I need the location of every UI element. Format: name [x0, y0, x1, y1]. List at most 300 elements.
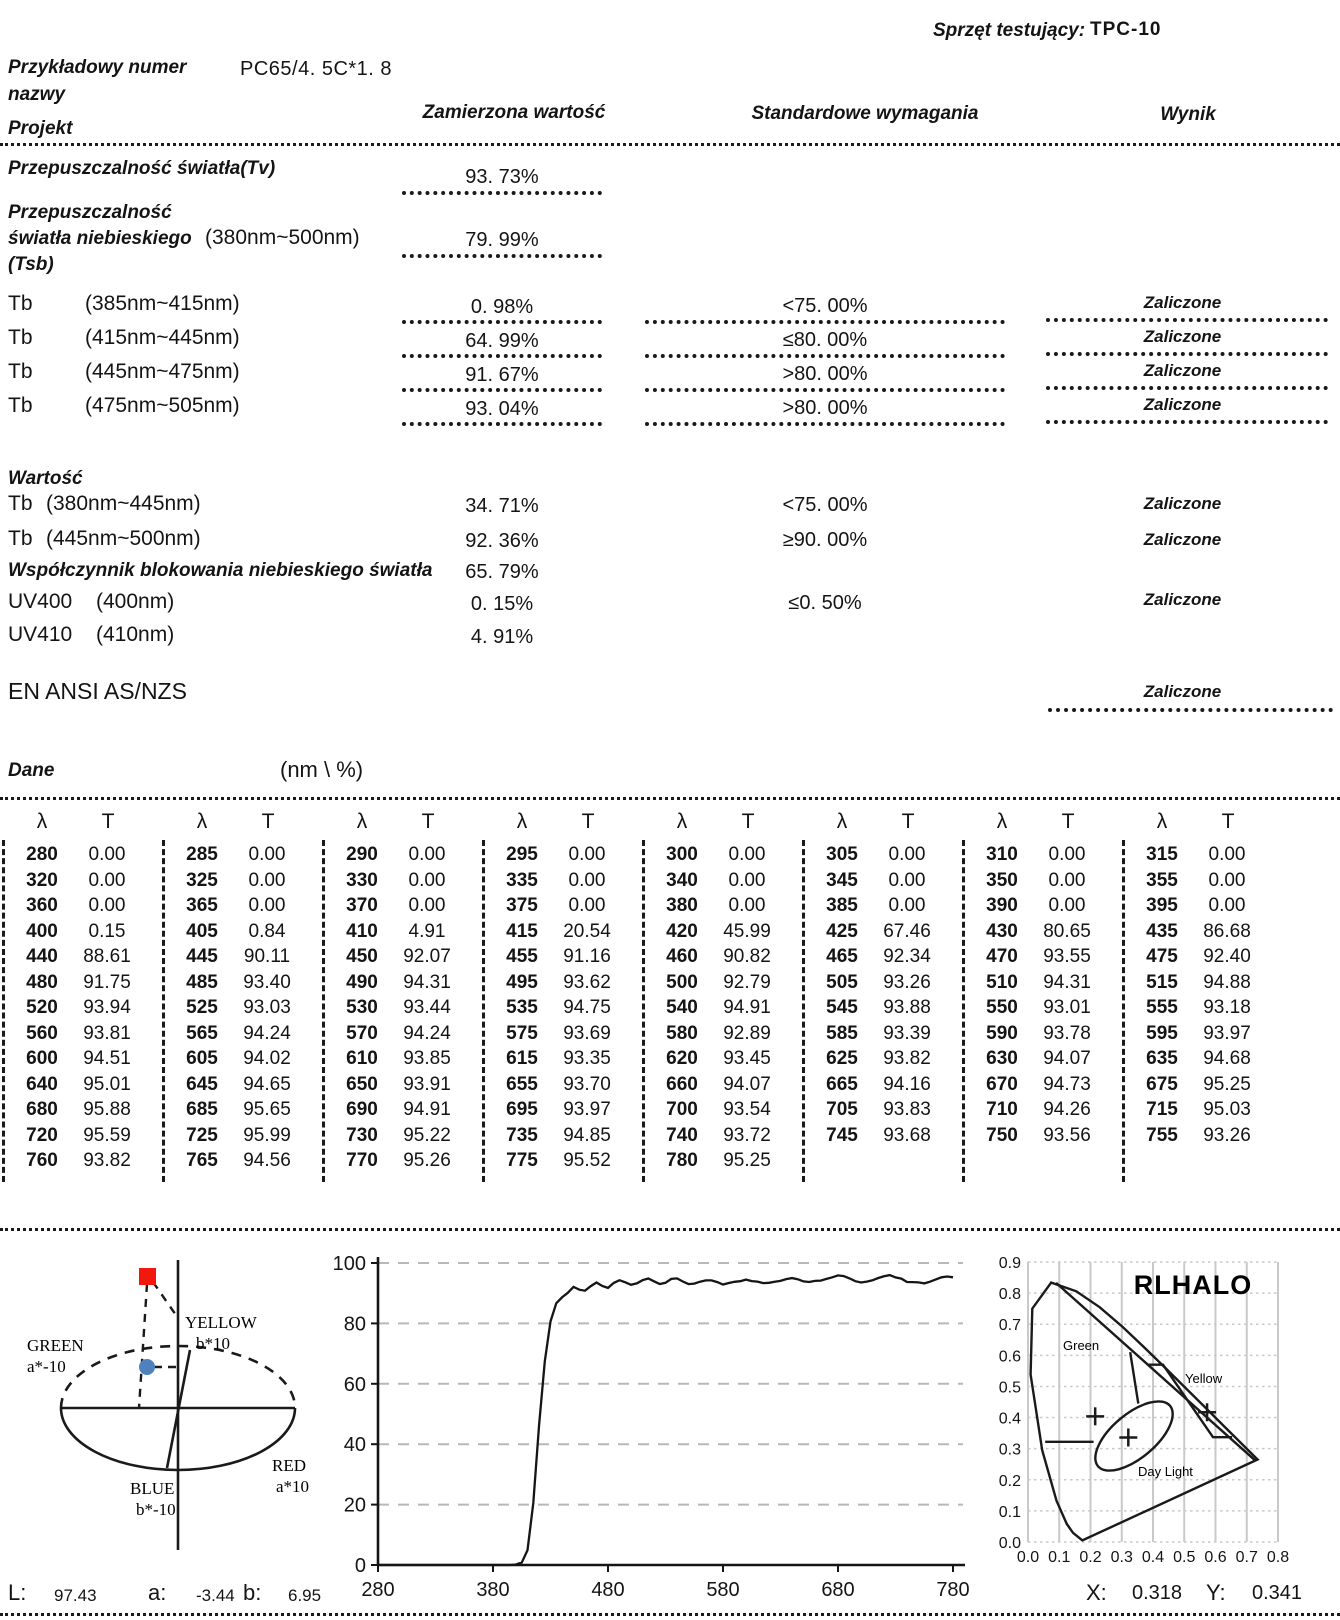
t-cell: 0.00 — [88, 895, 126, 916]
lambda-cell: 630 — [986, 1048, 1018, 1069]
y-tick-label: 0 — [354, 1555, 366, 1577]
lambda-cell: 700 — [666, 1099, 698, 1120]
column-header-result: Wynik — [1160, 104, 1216, 125]
lambda-cell: 735 — [506, 1124, 538, 1146]
lambda-cell: 720 — [26, 1124, 58, 1146]
lambda-cell: 650 — [346, 1073, 378, 1095]
y-tick-label: 0.0 — [998, 1535, 1021, 1552]
lambda-cell: 705 — [826, 1099, 858, 1120]
section-header-wartosc: Wartość — [8, 468, 83, 489]
y-tick-label: 0.3 — [998, 1441, 1021, 1459]
row-tb4-result: Zaliczone — [1143, 395, 1222, 414]
table-group-separator — [642, 840, 645, 1182]
t-cell: 94.07 — [723, 1073, 771, 1095]
x-tick-label: 380 — [476, 1579, 510, 1601]
t-cell: 86.68 — [1203, 920, 1251, 942]
x-tick-label: 0.0 — [1016, 1549, 1040, 1566]
lambda-cell: 410 — [346, 920, 378, 942]
chromaticity-y-label: Y: — [1206, 1580, 1226, 1605]
row-tbv1-standard: <75. 00% — [782, 494, 868, 516]
lambda-cell: 390 — [986, 895, 1018, 916]
table-group-separator — [2, 840, 5, 1182]
t-cell: 93.69 — [563, 1022, 611, 1044]
t-cell: 94.56 — [243, 1150, 291, 1171]
sample-number-label-line2: nazwy — [8, 84, 66, 105]
row-tb2-value: 64. 99% — [465, 330, 539, 352]
t-cell: 94.02 — [243, 1048, 291, 1069]
t-cell: 0.00 — [88, 869, 126, 891]
yellow-axis-sublabel: b*10 — [196, 1334, 230, 1353]
t-cell: 93.56 — [1043, 1124, 1091, 1146]
row-tb3-label: Tb — [8, 360, 33, 383]
row-tbv1-label: Tb — [8, 492, 33, 515]
t-cell: 93.40 — [243, 971, 291, 993]
y-tick-label: 0.4 — [998, 1410, 1021, 1428]
lambda-cell: 580 — [666, 1022, 698, 1044]
t-cell: 0.00 — [888, 844, 926, 865]
t-cell: 93.82 — [883, 1048, 931, 1069]
t-cell: 80.65 — [1043, 920, 1091, 942]
lambda-cell: 515 — [1146, 971, 1178, 993]
t-cell: 95.25 — [723, 1150, 771, 1171]
equipment-value: TPC-10 — [1090, 19, 1162, 40]
lambda-cell: 435 — [1146, 920, 1178, 942]
t-cell: 93.26 — [1203, 1124, 1251, 1146]
t-cell: 95.65 — [243, 1099, 291, 1120]
sample-dot-marker — [139, 1359, 155, 1375]
equipment-label: Sprzęt testujący: — [933, 20, 1086, 41]
t-cell: 90.11 — [243, 946, 291, 967]
lambda-cell: 440 — [26, 946, 58, 967]
lambda-cell: 510 — [986, 971, 1018, 993]
t-cell: 93.01 — [1043, 997, 1091, 1018]
lambda-cell: 480 — [26, 971, 58, 993]
column-header-project: Projekt — [8, 118, 73, 139]
t-column-header: T — [901, 810, 915, 833]
lambda-cell: 675 — [1146, 1073, 1178, 1095]
cie-chromaticity-diagram — [978, 1238, 1328, 1574]
row-uv400-value: 0. 15% — [470, 593, 534, 615]
t-cell: 94.73 — [1043, 1073, 1091, 1095]
column-header-standard-requirements: Standardowe wymagania — [751, 103, 979, 124]
lambda-cell: 645 — [186, 1073, 218, 1095]
row-tv-label: Przepuszczalność światła(Tv) — [8, 158, 276, 179]
lambda-cell: 730 — [346, 1124, 378, 1146]
lambda-cell: 685 — [186, 1099, 218, 1120]
lambda-column-header: λ — [1156, 810, 1168, 833]
lambda-cell: 575 — [506, 1022, 538, 1044]
t-cell: 88.61 — [83, 946, 131, 967]
table-group-separator — [1122, 840, 1125, 1182]
t-cell: 0.00 — [888, 869, 926, 891]
t-cell: 0.15 — [88, 920, 126, 942]
lambda-cell: 445 — [186, 946, 218, 967]
t-cell: 94.26 — [1043, 1099, 1091, 1120]
column-header-intended-value: Zamierzona wartość — [422, 102, 606, 123]
t-cell: 0.00 — [728, 869, 766, 891]
t-cell: 0.00 — [568, 844, 606, 865]
x-tick-label: 0.2 — [1079, 1549, 1102, 1566]
t-cell: 4.91 — [408, 920, 446, 942]
lambda-column-header: λ — [516, 810, 528, 833]
lambda-cell: 635 — [1146, 1048, 1178, 1069]
row-tb2-range: (415nm~445nm) — [85, 326, 240, 349]
red-axis-label: RED — [272, 1456, 306, 1475]
lambda-cell: 300 — [666, 844, 698, 865]
row-blocking-label: Współczynnik blokowania niebieskiego światła — [8, 560, 433, 581]
lambda-cell: 380 — [666, 895, 698, 916]
t-cell: 0.00 — [408, 869, 446, 891]
row-tb1-standard: <75. 00% — [782, 295, 868, 317]
lambda-column-header: λ — [996, 810, 1008, 833]
chromaticity-title: RLHALO — [1133, 1270, 1253, 1300]
lab-b-value: 6.95 — [288, 1586, 322, 1605]
t-cell: 92.79 — [723, 971, 771, 993]
lambda-cell: 770 — [346, 1150, 378, 1171]
lambda-cell: 745 — [826, 1124, 858, 1146]
table-group-separator — [162, 840, 165, 1182]
t-cell: 93.54 — [723, 1099, 771, 1120]
row-uv410-range: (410nm) — [96, 623, 175, 646]
row-tbv1-value: 34. 71% — [465, 495, 539, 517]
t-column-header: T — [1061, 810, 1075, 833]
lambda-cell: 290 — [346, 844, 378, 865]
lambda-cell: 370 — [346, 895, 378, 916]
lambda-cell: 310 — [986, 844, 1018, 865]
row-tb1-value: 0. 98% — [470, 296, 534, 318]
t-cell: 93.44 — [403, 997, 451, 1018]
row-tbv2-result: Zaliczone — [1143, 530, 1222, 549]
lab-dashed-diagonal-line — [153, 1282, 178, 1318]
y-tick-label: 60 — [343, 1373, 366, 1396]
lambda-cell: 680 — [26, 1099, 58, 1120]
lambda-cell: 355 — [1146, 869, 1178, 891]
t-cell: 93.26 — [883, 971, 931, 993]
lambda-cell: 425 — [826, 920, 858, 942]
lambda-cell: 655 — [506, 1073, 538, 1095]
row-tbv1-result: Zaliczone — [1143, 494, 1222, 513]
lambda-cell: 365 — [186, 895, 218, 916]
lambda-cell: 295 — [506, 844, 538, 865]
t-column-header: T — [101, 810, 115, 833]
row-tb3-range: (445nm~475nm) — [85, 360, 240, 383]
t-cell: 94.16 — [883, 1073, 931, 1095]
t-cell: 93.97 — [1203, 1022, 1251, 1044]
lambda-cell: 345 — [826, 869, 858, 891]
t-cell: 90.82 — [723, 946, 771, 967]
section-divider — [0, 797, 1340, 800]
row-uv410-label: UV410 — [8, 623, 73, 646]
row-tb3-value: 91. 67% — [465, 364, 539, 386]
y-tick-label: 0.6 — [998, 1348, 1021, 1366]
t-cell: 94.24 — [403, 1022, 451, 1044]
x-tick-label: 0.1 — [1048, 1549, 1071, 1566]
x-tick-label: 780 — [936, 1579, 970, 1601]
t-cell: 91.75 — [83, 971, 131, 993]
lambda-cell: 620 — [666, 1048, 698, 1069]
t-cell: 93.70 — [563, 1073, 611, 1095]
t-cell: 93.35 — [563, 1048, 611, 1069]
row-tsb-value: 79. 99% — [465, 229, 539, 251]
green-region-label: Green — [1063, 1338, 1100, 1353]
dotted-underline — [402, 320, 602, 324]
t-cell: 0.00 — [1048, 844, 1086, 865]
yellow-axis-label: YELLOW — [185, 1313, 257, 1332]
t-cell: 93.91 — [403, 1073, 451, 1095]
lambda-cell: 715 — [1146, 1099, 1178, 1120]
t-cell: 0.84 — [248, 920, 286, 942]
t-cell: 92.89 — [723, 1022, 771, 1044]
lambda-cell: 595 — [1146, 1022, 1178, 1044]
row-tb3-result: Zaliczone — [1143, 361, 1222, 380]
row-tb4-standard: >80. 00% — [782, 397, 868, 419]
lambda-cell: 560 — [26, 1022, 58, 1044]
x-tick-label: 0.5 — [1173, 1549, 1196, 1566]
lambda-cell: 555 — [1146, 997, 1178, 1018]
table-group-separator — [482, 840, 485, 1182]
row-tv-value: 93. 73% — [465, 166, 539, 188]
lambda-cell: 610 — [346, 1048, 378, 1069]
t-cell: 93.39 — [883, 1022, 931, 1044]
red-axis-sublabel: a*10 — [276, 1477, 310, 1496]
lambda-cell: 405 — [186, 920, 218, 942]
t-cell: 95.88 — [83, 1099, 131, 1120]
t-cell: 93.18 — [1203, 997, 1251, 1018]
row-tsb-range: (380nm~500nm) — [205, 226, 360, 249]
t-cell: 94.51 — [83, 1048, 131, 1069]
t-cell: 94.88 — [1203, 971, 1251, 993]
lab-a-label: a: — [148, 1580, 167, 1605]
t-cell: 0.00 — [728, 895, 766, 916]
t-cell: 94.68 — [1203, 1048, 1251, 1069]
t-cell: 0.00 — [568, 895, 606, 916]
lambda-cell: 760 — [26, 1150, 58, 1171]
t-cell: 93.55 — [1043, 946, 1091, 967]
row-uv400-standard: ≤0. 50% — [788, 592, 862, 614]
lambda-cell: 775 — [506, 1150, 538, 1171]
blue-axis-label: BLUE — [130, 1479, 175, 1498]
t-cell: 0.00 — [728, 844, 766, 865]
lambda-cell: 475 — [1146, 946, 1178, 967]
lambda-cell: 550 — [986, 997, 1018, 1018]
y-tick-label: 40 — [343, 1434, 366, 1457]
lambda-cell: 750 — [986, 1124, 1018, 1146]
t-cell: 0.00 — [248, 844, 286, 865]
lambda-cell: 660 — [666, 1073, 698, 1095]
t-cell: 0.00 — [1208, 895, 1246, 916]
chromaticity-x-label: X: — [1086, 1580, 1107, 1605]
green-axis-sublabel: a*-10 — [27, 1357, 66, 1376]
lambda-cell: 535 — [506, 997, 538, 1018]
lambda-cell: 385 — [826, 895, 858, 916]
t-cell: 93.03 — [243, 997, 291, 1018]
lambda-column-header: λ — [356, 810, 368, 833]
t-cell: 95.59 — [83, 1124, 131, 1146]
standards-compliance-result: Zaliczone — [1143, 682, 1222, 701]
lambda-cell: 545 — [826, 997, 858, 1018]
lambda-cell: 350 — [986, 869, 1018, 891]
lambda-cell: 330 — [346, 869, 378, 891]
lab-color-diagram — [2, 1230, 334, 1570]
dotted-underline — [645, 354, 1005, 358]
t-cell: 95.52 — [563, 1150, 611, 1171]
t-column-header: T — [741, 810, 755, 833]
t-cell: 93.83 — [883, 1099, 931, 1120]
t-column-header: T — [1221, 810, 1235, 833]
t-cell: 93.85 — [403, 1048, 451, 1069]
dotted-underline — [402, 254, 602, 258]
lambda-cell: 360 — [26, 895, 58, 916]
t-cell: 94.65 — [243, 1073, 291, 1095]
t-cell: 0.00 — [1048, 895, 1086, 916]
dotted-underline — [1046, 420, 1328, 424]
t-cell: 93.81 — [83, 1022, 131, 1044]
t-cell: 93.68 — [883, 1124, 931, 1146]
row-tsb-label-line3: (Tsb) — [8, 254, 54, 275]
lambda-cell: 395 — [1146, 895, 1178, 916]
lambda-cell: 325 — [186, 869, 218, 891]
t-cell: 0.00 — [408, 895, 446, 916]
lambda-cell: 540 — [666, 997, 698, 1018]
row-tb1-result: Zaliczone — [1143, 293, 1222, 312]
table-group-separator — [802, 840, 805, 1182]
lab-l-value: 97.43 — [54, 1586, 97, 1605]
t-cell: 94.85 — [563, 1124, 611, 1146]
lambda-cell: 315 — [1146, 844, 1178, 865]
lambda-cell: 530 — [346, 997, 378, 1018]
chromaticity-x-value: 0.318 — [1132, 1582, 1183, 1604]
green-region-right-boundary — [1130, 1352, 1138, 1403]
t-cell: 95.03 — [1203, 1099, 1251, 1120]
lambda-cell: 600 — [26, 1048, 58, 1069]
x-tick-label: 0.3 — [1110, 1549, 1133, 1566]
t-cell: 94.24 — [243, 1022, 291, 1044]
lambda-cell: 490 — [346, 971, 378, 993]
lambda-cell: 430 — [986, 920, 1018, 942]
dotted-underline — [402, 422, 602, 426]
lambda-cell: 725 — [186, 1124, 218, 1146]
dotted-underline — [645, 422, 1005, 426]
t-cell: 93.82 — [83, 1150, 131, 1171]
blue-axis-sublabel: b*-10 — [136, 1500, 176, 1519]
row-tb4-label: Tb — [8, 394, 33, 417]
y-tick-label: 100 — [332, 1253, 366, 1275]
y-tick-label: 0.8 — [998, 1286, 1021, 1304]
t-cell: 94.31 — [403, 971, 451, 993]
t-cell: 67.46 — [883, 920, 931, 942]
t-cell: 95.99 — [243, 1124, 291, 1146]
dotted-underline — [402, 388, 602, 392]
region-boundary-diagonal — [1056, 1283, 1255, 1460]
t-cell: 0.00 — [88, 844, 126, 865]
row-uv400-result: Zaliczone — [1143, 590, 1222, 609]
standards-compliance-label: EN ANSI AS/NZS — [8, 678, 187, 704]
t-cell: 0.00 — [888, 895, 926, 916]
dotted-underline — [402, 191, 602, 195]
lambda-cell: 605 — [186, 1048, 218, 1069]
table-group-separator — [962, 840, 965, 1182]
lab-b-label: b: — [243, 1580, 262, 1605]
lambda-cell: 765 — [186, 1150, 218, 1171]
lambda-cell: 415 — [506, 920, 538, 942]
t-cell: 92.07 — [403, 946, 451, 967]
lambda-cell: 400 — [26, 920, 58, 942]
t-cell: 94.07 — [1043, 1048, 1091, 1069]
x-tick-label: 480 — [591, 1579, 625, 1601]
lambda-cell: 520 — [26, 997, 58, 1018]
t-cell: 94.75 — [563, 997, 611, 1018]
lambda-cell: 565 — [186, 1022, 218, 1044]
t-cell: 93.97 — [563, 1099, 611, 1120]
lambda-cell: 470 — [986, 946, 1018, 967]
t-cell: 93.62 — [563, 971, 611, 993]
lambda-column-header: λ — [836, 810, 848, 833]
lambda-cell: 375 — [506, 895, 538, 916]
data-section-unit: (nm \ %) — [280, 757, 364, 782]
row-uv400-range: (400nm) — [96, 590, 175, 613]
lambda-cell: 710 — [986, 1099, 1018, 1120]
t-column-header: T — [261, 810, 275, 833]
lambda-cell: 665 — [826, 1073, 858, 1095]
t-cell: 0.00 — [248, 869, 286, 891]
lambda-cell: 495 — [506, 971, 538, 993]
t-cell: 93.72 — [723, 1124, 771, 1146]
row-uv410-value: 4. 91% — [470, 626, 534, 648]
sample-number-value: PC65/4. 5C*1. 8 — [240, 58, 393, 80]
dotted-underline — [1046, 352, 1328, 356]
lab-a-value: -3.44 — [196, 1586, 235, 1605]
t-cell: 94.91 — [723, 997, 771, 1018]
t-cell: 92.34 — [883, 946, 931, 967]
lambda-cell: 670 — [986, 1073, 1018, 1095]
t-cell: 93.88 — [883, 997, 931, 1018]
dotted-underline — [645, 320, 1005, 324]
target-square-marker — [139, 1268, 156, 1285]
lambda-cell: 690 — [346, 1099, 378, 1120]
x-tick-label: 0.4 — [1141, 1549, 1165, 1566]
lambda-cell: 340 — [666, 869, 698, 891]
t-cell: 93.45 — [723, 1048, 771, 1069]
t-cell: 95.26 — [403, 1150, 451, 1171]
yellow-region-label: Yellow — [1185, 1371, 1223, 1386]
t-column-header: T — [421, 810, 435, 833]
lambda-cell: 755 — [1146, 1124, 1178, 1146]
lambda-cell: 285 — [186, 844, 218, 865]
row-tbv2-range: (445nm~500nm) — [46, 527, 201, 550]
lambda-cell: 780 — [666, 1150, 698, 1171]
dotted-underline — [402, 354, 602, 358]
chromaticity-y-value: 0.341 — [1252, 1582, 1303, 1604]
lambda-cell: 465 — [826, 946, 858, 967]
row-tb1-label: Tb — [8, 292, 33, 315]
t-cell: 45.99 — [723, 920, 771, 942]
x-tick-label: 280 — [361, 1579, 395, 1601]
y-tick-label: 20 — [343, 1494, 366, 1517]
sample-number-label-line1: Przykładowy numer — [8, 57, 187, 78]
lambda-cell: 335 — [506, 869, 538, 891]
transmittance-curve — [378, 1275, 953, 1565]
row-tb4-value: 93. 04% — [465, 398, 539, 420]
lambda-cell: 500 — [666, 971, 698, 993]
y-tick-label: 0.7 — [998, 1317, 1021, 1335]
t-cell: 0.00 — [408, 844, 446, 865]
row-tbv2-label: Tb — [8, 527, 33, 550]
transmittance-data-table — [0, 808, 1340, 1184]
dotted-underline — [1046, 386, 1328, 390]
lab-l-label: L: — [8, 1580, 27, 1605]
lambda-cell: 460 — [666, 946, 698, 967]
x-tick-label: 0.7 — [1235, 1549, 1258, 1566]
